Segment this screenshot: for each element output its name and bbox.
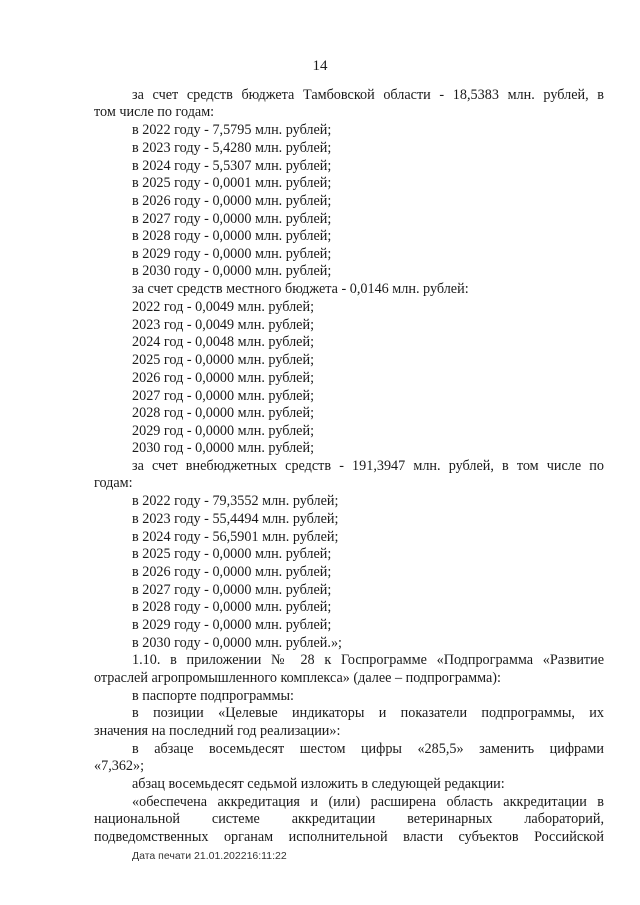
list-item: 2028 год - 0,0000 млн. рублей; (132, 405, 315, 421)
list-item: в 2029 году - 0,0000 млн. рублей; (132, 617, 332, 633)
local-intro: за счет средств местного бюджета - 0,0146 млн. рублей: (132, 281, 469, 297)
list-item: 2026 год - 0,0000 млн. рублей; (132, 370, 315, 386)
section-paragraph-6: «обеспечена аккредитация и (или) расширена область аккредитации в (132, 794, 604, 810)
section-paragraph-2: в паспорте подпрограммы: (132, 688, 294, 704)
list-item: в 2027 году - 0,0000 млн. рублей; (132, 582, 332, 598)
section-paragraph-3-cont: значения на последний год реализации»: (94, 723, 341, 739)
list-item: в 2026 году - 0,0000 млн. рублей; (132, 564, 332, 580)
extrabudget-intro: за счет внебюджетных средств - 191,3947 млн. рублей, в том числе по (132, 458, 604, 474)
section-paragraph-4: в абзаце восемьдесят шестом цифры «285,5» заменить цифрами (132, 741, 604, 757)
regional-intro: за счет средств бюджета Тамбовской области - 18,5383 млн. рублей, в (132, 87, 604, 103)
section-paragraph-6-cont: национальной системе аккредитации ветеринарных лабораторий, (94, 811, 604, 827)
list-item: 2025 год - 0,0000 млн. рублей; (132, 352, 315, 368)
list-item: 2024 год - 0,0048 млн. рублей; (132, 334, 315, 350)
page-number: 14 (312, 58, 328, 74)
list-item: в 2027 году - 0,0000 млн. рублей; (132, 211, 332, 227)
list-item: в 2030 году - 0,0000 млн. рублей.»; (132, 635, 342, 651)
section-paragraph-4-cont: «7,362»; (94, 758, 145, 774)
list-item: 2027 год - 0,0000 млн. рублей; (132, 388, 315, 404)
list-item: в 2025 году - 0,0000 млн. рублей; (132, 546, 332, 562)
list-item: в 2029 году - 0,0000 млн. рублей; (132, 246, 332, 262)
list-item: в 2023 году - 5,4280 млн. рублей; (132, 140, 332, 156)
regional-intro-cont: том числе по годам: (94, 104, 215, 120)
section-paragraph-5: абзац восемьдесят седьмой изложить в следующей редакции: (132, 776, 505, 792)
section-paragraph-1-cont: отраслей агропромышленного комплекса» (далее – подпрограмма): (94, 670, 501, 686)
list-item: в 2028 году - 0,0000 млн. рублей; (132, 599, 332, 615)
list-item: в 2030 году - 0,0000 млн. рублей; (132, 263, 332, 279)
list-item: в 2024 году - 5,5307 млн. рублей; (132, 158, 332, 174)
list-item: 2029 год - 0,0000 млн. рублей; (132, 423, 315, 439)
list-item: в 2028 году - 0,0000 млн. рублей; (132, 228, 332, 244)
print-date-footer: Дата печати 21.01.202216:11:22 (132, 850, 287, 862)
section-paragraph-6-cont2: подведомственных органам исполнительной власти субъектов Российской (94, 829, 604, 845)
list-item: в 2025 году - 0,0001 млн. рублей; (132, 175, 332, 191)
list-item: в 2023 году - 55,4494 млн. рублей; (132, 511, 339, 527)
section-paragraph-3: в позиции «Целевые индикаторы и показатели подпрограммы, их (132, 705, 604, 721)
list-item: 2030 год - 0,0000 млн. рублей; (132, 440, 315, 456)
list-item: в 2026 году - 0,0000 млн. рублей; (132, 193, 332, 209)
list-item: в 2022 году - 7,5795 млн. рублей; (132, 122, 332, 138)
list-item: в 2024 году - 56,5901 млн. рублей; (132, 529, 339, 545)
list-item: 2022 год - 0,0049 млн. рублей; (132, 299, 315, 315)
list-item: в 2022 году - 79,3552 млн. рублей; (132, 493, 339, 509)
extrabudget-intro-cont: годам: (94, 475, 133, 491)
list-item: 2023 год - 0,0049 млн. рублей; (132, 317, 315, 333)
section-paragraph-1: 1.10. в приложении № 28 к Госпрограмме «Подпрограмма «Развитие (132, 652, 604, 668)
